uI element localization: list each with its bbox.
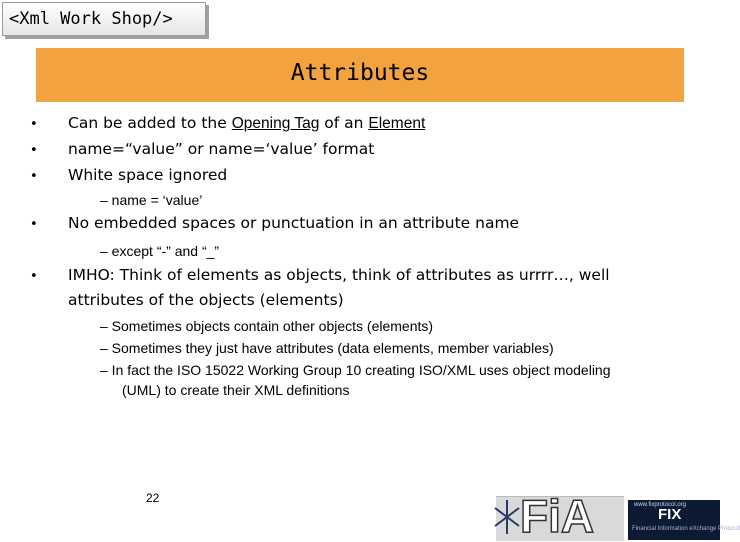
page-number: 22	[146, 491, 160, 505]
xmlworkshop-logo: <Xml Work Shop/>	[2, 2, 206, 36]
sub-bullet-attributes: – Sometimes they just have attributes (data elements, member variables)	[100, 340, 554, 356]
fix-logo-tagline: Financial Information eXchange Protocol	[632, 526, 740, 532]
bullet-2-text: name=“value” or name=‘value’ format	[68, 140, 375, 158]
bullet-1-text-mid: of an	[319, 114, 369, 132]
sub-bullet-iso-line1: – In fact the ISO 15022 Working Group 10 creating ISO/XML uses object modeling	[100, 362, 611, 378]
bullet-icon: •	[30, 117, 38, 132]
bullet-icon: •	[30, 169, 38, 184]
bullet-1-text	[68, 114, 425, 133]
bullet-1-text-before: Can be added to the	[68, 114, 232, 132]
sub-bullet-name-value: – name = ‘value’	[100, 192, 203, 208]
opening-tag-link[interactable]: Opening Tag	[231, 115, 320, 132]
element-link[interactable]: Element	[368, 115, 426, 132]
sub-bullet-iso-line2: (UML) to create their XML definitions	[122, 382, 350, 398]
bullet-4-text: No embedded spaces or punctuation in an attribute name	[68, 214, 520, 232]
sub-bullet-except: – except “-” and “_”	[100, 243, 220, 259]
fia-logo-text: FiA	[520, 490, 595, 542]
bullet-3-text: White space ignored	[68, 166, 228, 184]
fix-logo-url: www.fixprotocol.org	[634, 502, 687, 508]
fix-protocol-logo	[628, 500, 740, 540]
bullet-icon: •	[30, 269, 38, 284]
bullet-5-text-line1: IMHO: Think of elements as objects, think of attributes as urrrr…, well	[68, 266, 610, 284]
slide-title: Attributes	[290, 60, 430, 86]
title-banner	[36, 48, 684, 102]
fix-logo-text: FIX	[658, 506, 682, 523]
bullet-icon: •	[30, 217, 38, 232]
sub-bullet-objects: – Sometimes objects contain other objects (elements)	[100, 318, 434, 334]
bullet-icon: •	[30, 143, 38, 158]
bullet-5-text-line2: attributes of the objects (elements)	[68, 291, 344, 309]
snowflake-icon	[492, 494, 522, 540]
